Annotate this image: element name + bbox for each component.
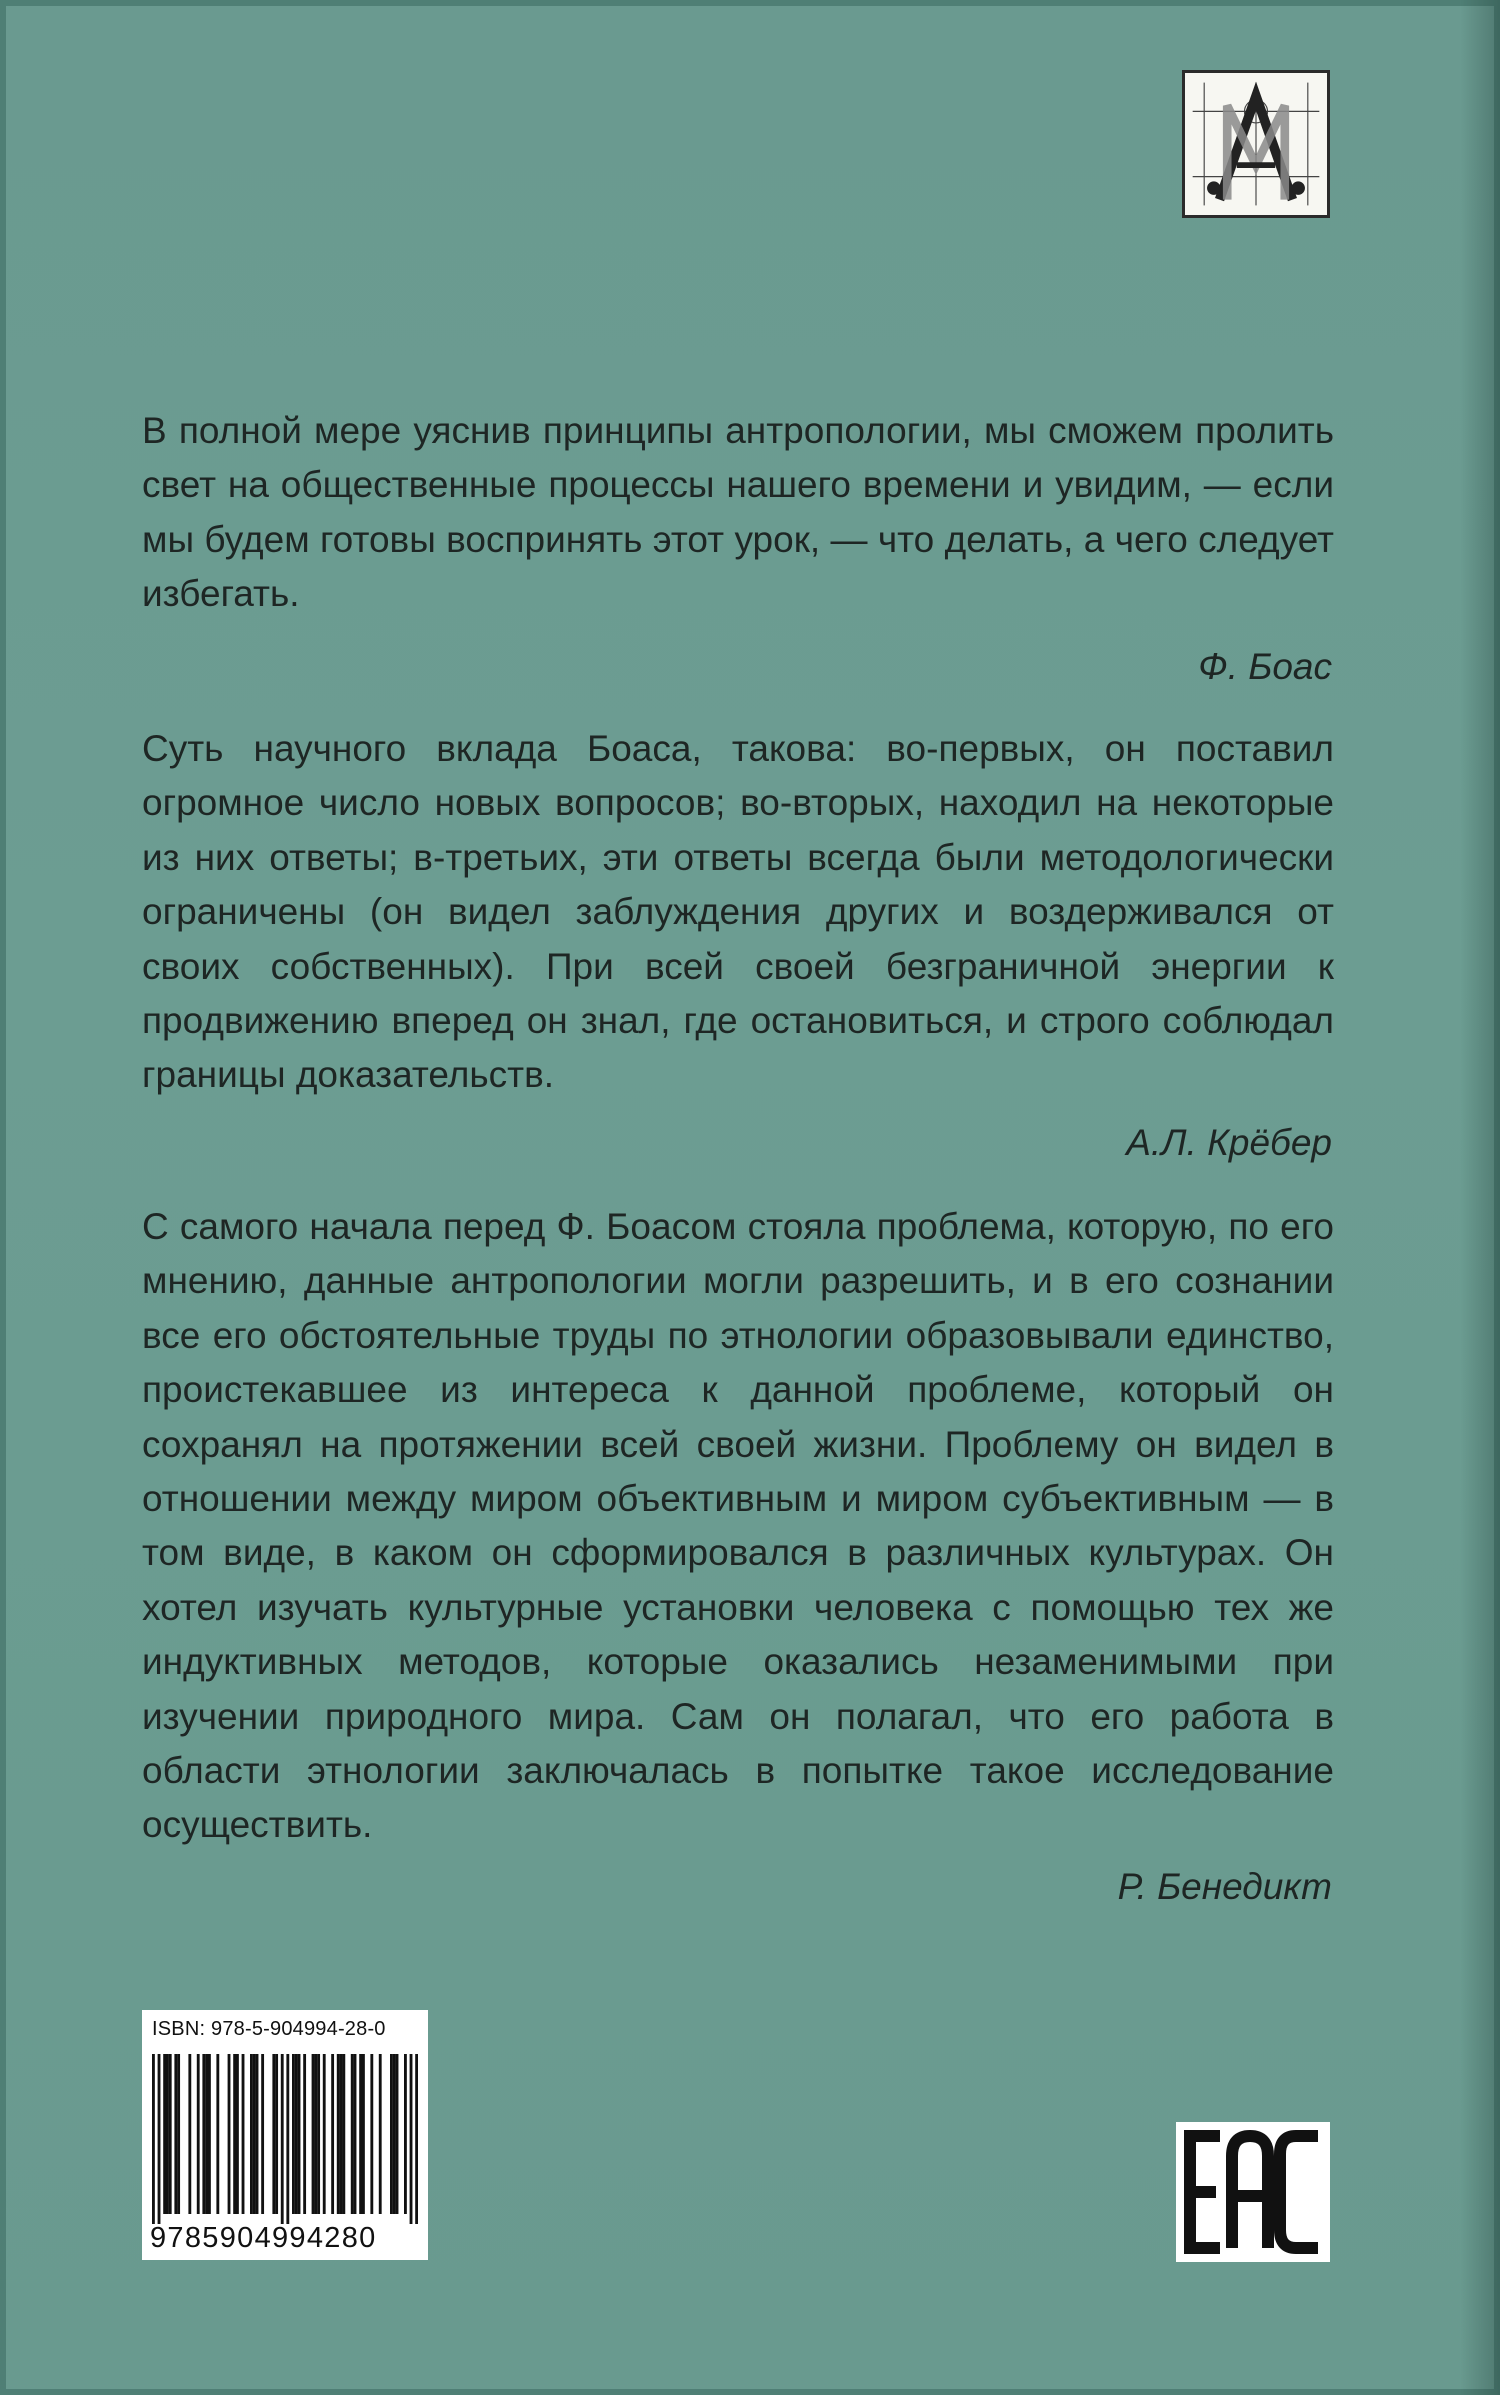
barcode-bar <box>370 2054 373 2214</box>
barcode-bar <box>163 2054 166 2214</box>
quote-boas <box>142 404 1334 622</box>
barcode-bar <box>286 2054 289 2224</box>
barcode-bar <box>314 2054 317 2214</box>
barcode-bar <box>337 2054 340 2214</box>
barcode-bar <box>253 2054 256 2214</box>
publisher-monogram-logo <box>1182 70 1330 218</box>
barcode-bar <box>242 2054 245 2214</box>
barcode-bar <box>256 2054 259 2214</box>
barcode-bar <box>295 2054 298 2214</box>
barcode-bar <box>396 2054 399 2214</box>
barcode-bar <box>342 2054 345 2214</box>
quote-author: А.Л. Крёбер <box>1126 1122 1332 1163</box>
barcode-bar <box>261 2054 264 2214</box>
quote-author: Р. Бенедикт <box>1117 1866 1332 1907</box>
barcode-bar <box>303 2054 306 2214</box>
barcode-bar <box>323 2054 326 2214</box>
barcode-bar <box>152 2054 155 2224</box>
barcode-bar <box>410 2054 413 2224</box>
barcode-bar <box>188 2054 191 2214</box>
eac-mark-icon <box>1176 2122 1330 2262</box>
barcode-bar <box>351 2054 354 2214</box>
barcode-bar <box>250 2054 253 2214</box>
barcode-bar <box>281 2054 284 2224</box>
barcode-bar <box>236 2054 239 2214</box>
barcode-bar <box>317 2054 320 2214</box>
barcode-bar <box>228 2054 231 2214</box>
isbn-label: ISBN: 978-5-904994-28-0 <box>152 2018 386 2040</box>
barcode-bar <box>340 2054 343 2214</box>
barcode-bar <box>208 2054 211 2214</box>
barcode-bar <box>205 2054 208 2214</box>
barcode-bar <box>354 2054 357 2214</box>
isbn-barcode <box>142 2010 428 2260</box>
quote-text: С самого начала перед Ф. Боасом стояла проблема, которую, по его мнению, данные антропологии могли разрешить, и в его сознании все его обстоятельные труды по этнологии образовывали единство, проистекавшее из интереса к данной проблеме, который он сохранял на протяжении всей своей жизни. Проблему он видел в отношении между миром объективным и миром субъективным — в том виде, в каком он сформировался в различных культурах. Он хотел изучать культурные установки человека с помощью тех же индуктивных методов, которые оказались незаменимыми при изучении природного мира. Сам он полагал, что его работа в области этнологии заключалась в попытке такое исследование осуществить. <box>142 1206 1334 1846</box>
barcode-bar <box>362 2054 365 2214</box>
quote-author: Ф. Боас <box>1198 646 1332 687</box>
barcode-bar <box>415 2054 418 2224</box>
barcode-bar <box>177 2054 180 2214</box>
barcode-bar <box>393 2054 396 2214</box>
quote-text: В полной мере уяснив принципы антропологии, мы сможем пролить свет на общественные процессы нашего времени и увидим, — если мы будем готовы воспринять этот урок, — что делать, а чего следует избегать. <box>142 410 1334 615</box>
barcode-bar <box>216 2054 219 2214</box>
monogram-icon <box>1185 73 1327 215</box>
barcode-bar <box>390 2054 393 2214</box>
barcode-bar <box>275 2054 278 2214</box>
barcode-bars <box>152 2054 418 2224</box>
barcode-bar <box>292 2054 295 2214</box>
barcode-bar <box>312 2054 315 2214</box>
barcode-bar <box>202 2054 205 2214</box>
barcode-bar <box>166 2054 169 2214</box>
barcode-bar <box>359 2054 362 2214</box>
quote-benedict <box>142 1200 1334 1853</box>
barcode-bar <box>158 2054 161 2224</box>
barcode-bar <box>272 2054 275 2214</box>
barcode-bar <box>197 2054 200 2214</box>
barcode-bar <box>298 2054 301 2214</box>
ean-digits: 9785904994280 <box>150 2222 377 2254</box>
barcode-bar <box>331 2054 334 2214</box>
quote-kroeber <box>142 722 1334 1103</box>
barcode-bar <box>174 2054 177 2214</box>
barcode-bar <box>379 2054 382 2214</box>
quote-text: Суть научного вклада Боаса, такова: во-первых, он поставил огромное число новых вопросов; во-вторых, находил на некоторые из них ответы; в-третьих, эти ответы всегда были методологически ограничены (он видел заблуждения других и воздерживался от своих собственных). При всей своей безграничной энергии к продвижению вперед он знал, где остановиться, и строго соблюдал границы доказательств. <box>142 728 1334 1096</box>
barcode-bar <box>169 2054 172 2214</box>
barcode-bar <box>404 2054 407 2214</box>
barcode-bar <box>233 2054 236 2214</box>
